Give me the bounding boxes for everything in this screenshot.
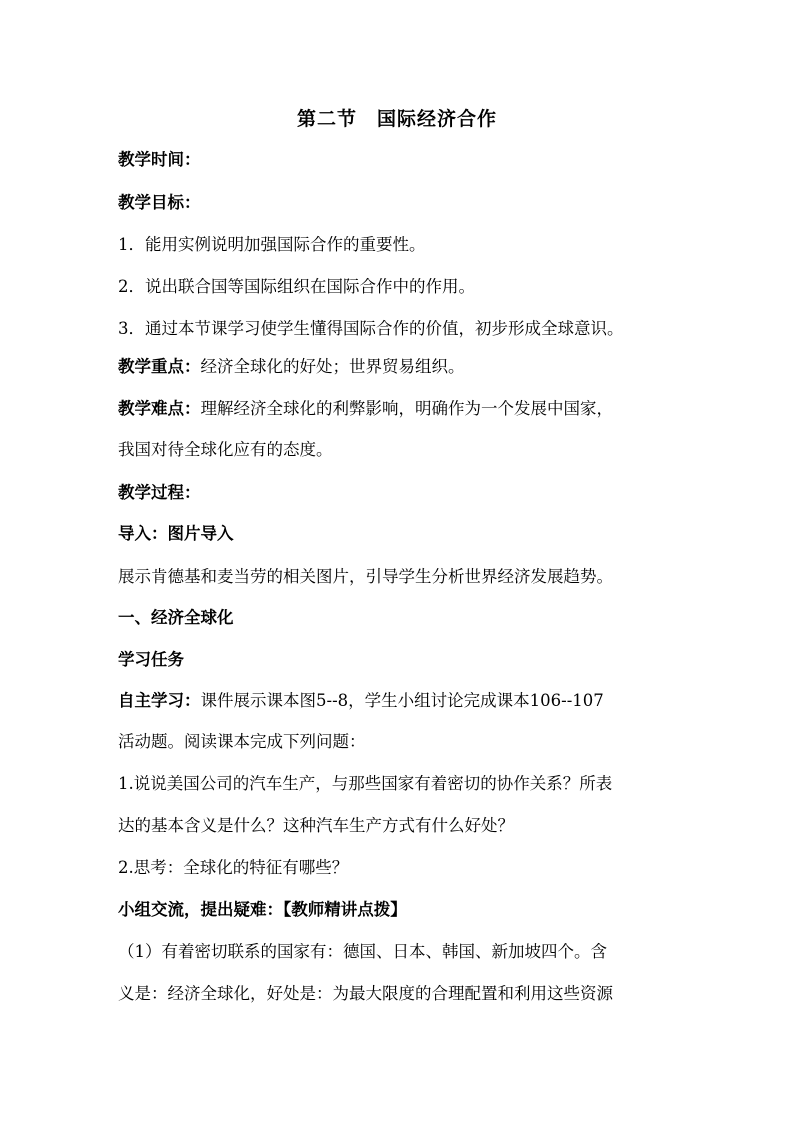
question-2: 2.思考：全球化的特征有哪些？ [118,858,349,877]
self-study-line-1 [118,689,688,713]
section-title: 第二节 国际经济合作 [296,108,497,130]
difficulty-text-2: 我国对待全球化应有的态度。 [118,440,333,459]
answer-line-1: （1）有着密切联系的国家有：德国、日本、韩国、新加坡四个。含 [118,942,607,961]
answer-line-2: 义是：经济全球化，好处是：为最大限度的合理配置和利用这些资源 [118,984,613,1003]
key-points-line [118,355,688,379]
difficulty-text-1: 理解经济全球化的利弊影响，明确作为一个发展中国家， [200,399,613,418]
teacher-explanation-label: 【教师精讲点拨】 [283,900,407,919]
goal-item-3: 3．通过本节课学习使学生懂得国际合作的价值，初步形成全球意识。 [118,319,624,338]
self-study-text-1: 课件展示课本图5--8，学生小组讨论完成课本106--107 [200,691,604,710]
key-points-text: 经济全球化的好处；世界贸易组织。 [200,357,465,376]
section-heading-globalization: 一、经济全球化 [118,608,234,627]
group-discussion-line [118,898,688,922]
question-1-line-2: 达的基本含义是什么？这种汽车生产方式有什么好处？ [118,816,514,835]
teaching-goals-label: 教学目标： [118,193,201,212]
group-discussion-label: 小组交流，提出疑难： [118,900,283,919]
teaching-time-label: 教学时间： [118,150,201,169]
key-points-label: 教学重点： [118,357,201,376]
self-study-text-2: 活动题。阅读课本完成下列问题： [118,732,366,751]
intro-text: 展示肯德基和麦当劳的相关图片，引导学生分析世界经济发展趋势。 [118,567,613,586]
goal-item-2: 2．说出联合国等国际组织在国际合作中的作用。 [118,277,475,296]
difficulty-line-1 [118,397,688,421]
question-1-line-1: 1.说说美国公司的汽车生产，与那些国家有着密切的协作关系？所表 [118,774,613,793]
self-study-label: 自主学习： [118,691,201,710]
intro-label: 导入：图片导入 [118,524,234,543]
goal-item-1: 1．能用实例说明加强国际合作的重要性。 [118,235,426,254]
learning-task-label: 学习任务 [118,650,184,669]
teaching-process-label: 教学过程： [118,483,201,502]
difficulty-label: 教学难点： [118,399,201,418]
